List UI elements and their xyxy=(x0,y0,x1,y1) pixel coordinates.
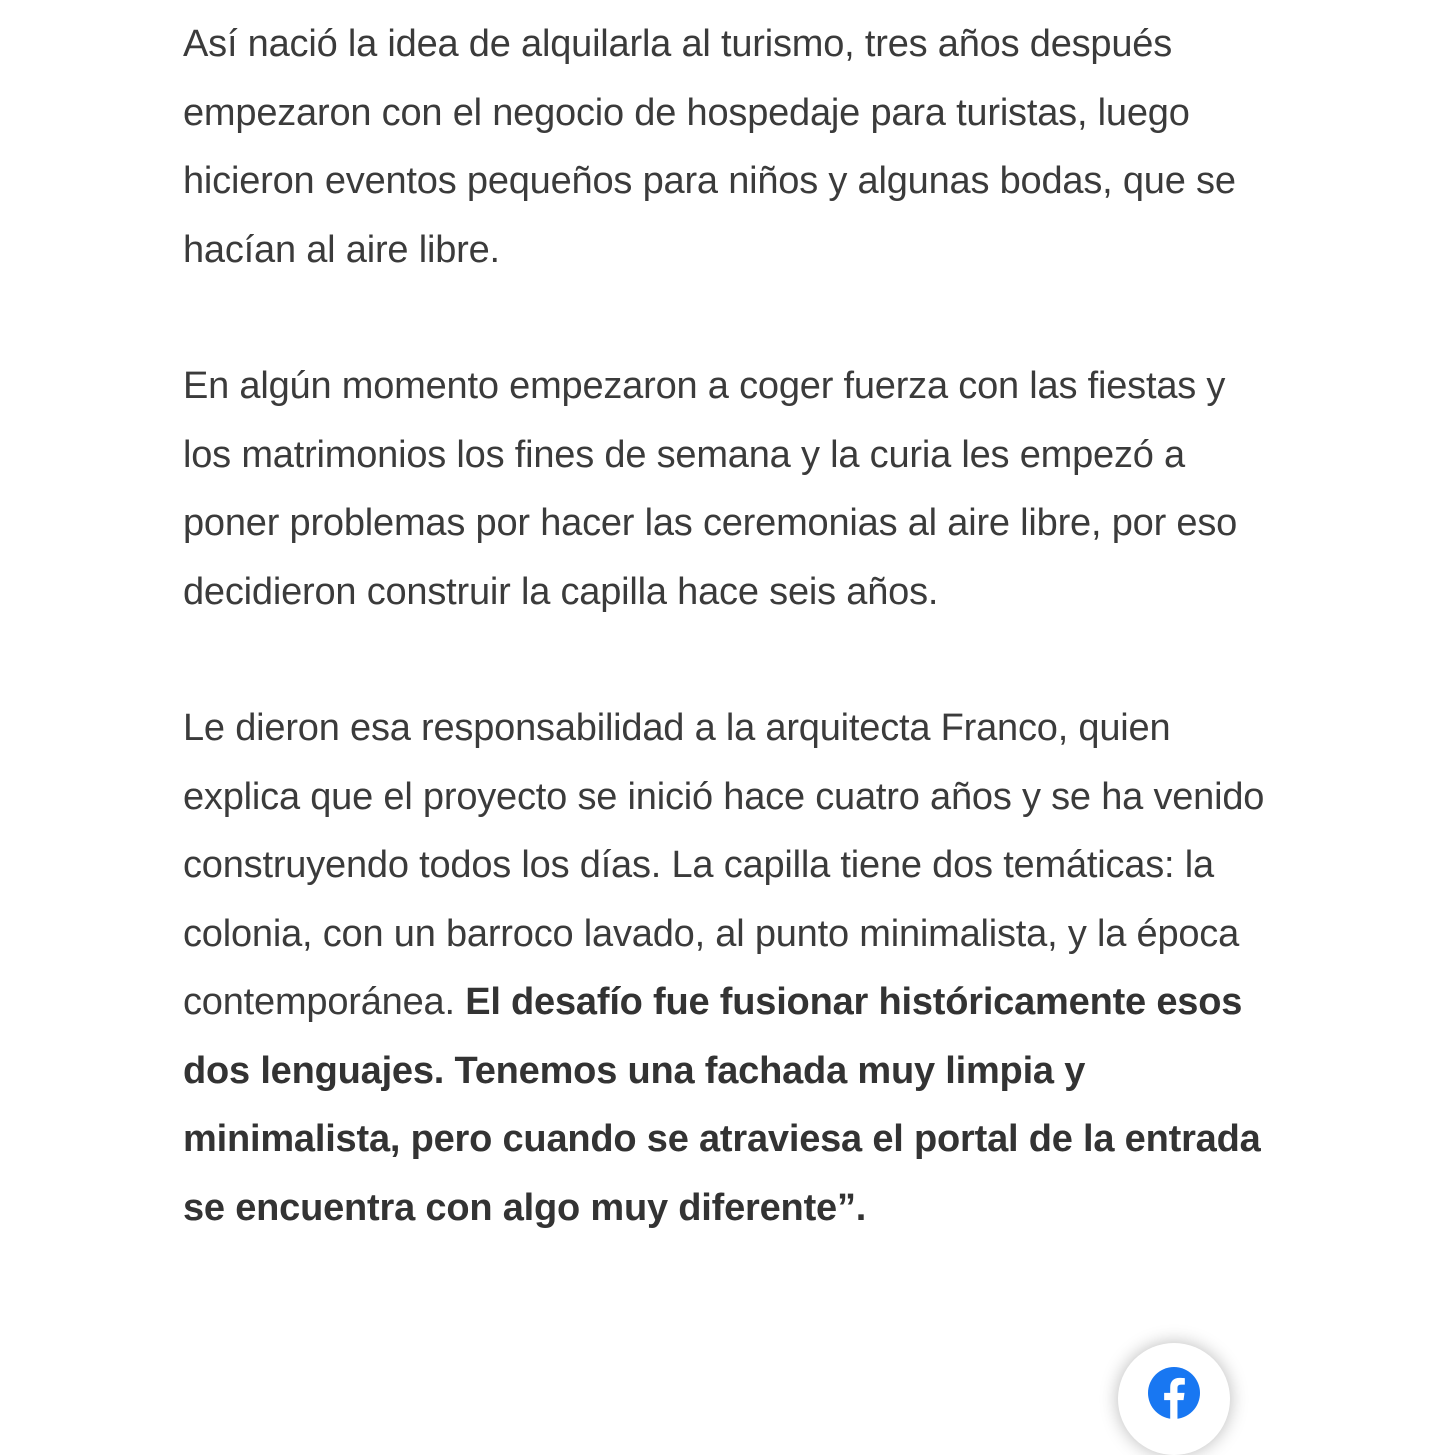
paragraph-2 xyxy=(183,352,1273,626)
paragraph-3-text: Le dieron esa responsabilidad a la arquitecta Franco, quien explica que el proyecto se inició hace cuatro años y se ha venido construyendo todos los días. La capilla tiene dos temáticas: la colonia, con un barroco lavado, al punto minimalista, y la época contemporánea. xyxy=(183,707,1265,1023)
article-body xyxy=(183,10,1273,1310)
paragraph-1 xyxy=(183,10,1273,284)
facebook-icon xyxy=(1148,1367,1200,1419)
paragraph-2-text: En algún momento empezaron a coger fuerza con las fiestas y los matrimonios los fines de semana y la curia les empezó a poner problemas por hacer las ceremonias al aire libre, por eso decidieron construir la capilla hace seis años. xyxy=(183,365,1238,613)
paragraph-1-text: Así nació la idea de alquilarla al turismo, tres años después empezaron con el negocio de hospedaje para turistas, luego hicieron eventos pequeños para niños y algunas bodas, que se hacían al aire libre. xyxy=(183,23,1236,271)
paragraph-3 xyxy=(183,694,1273,1242)
facebook-share-button[interactable] xyxy=(1118,1343,1230,1455)
paragraph-3-bold-quote: El desafío fue fusionar históricamente esos dos lenguajes. Tenemos una fachada muy limpia y minimalista, pero cuando se atraviesa el portal de la entrada se encuentra con algo muy diferente”. xyxy=(183,981,1261,1229)
